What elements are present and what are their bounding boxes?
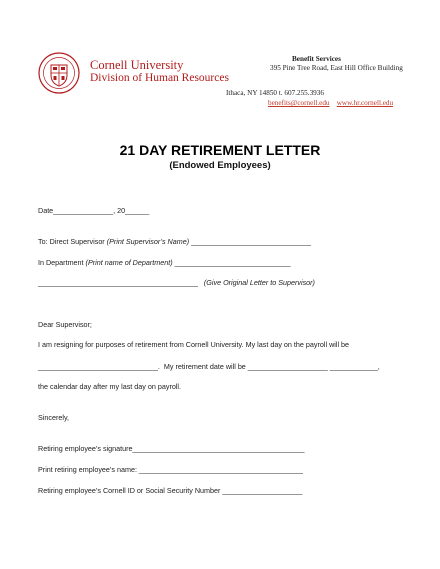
supervisor-blank: ______________________________ <box>189 237 312 246</box>
cornell-seal-icon <box>38 52 80 94</box>
office-address: 395 Pine Tree Road, East Hill Office Building <box>270 64 403 72</box>
website-link[interactable]: www.hr.cornell.edu <box>336 99 394 107</box>
supervisor-line <box>38 237 311 246</box>
original-hint: (Give Original Letter to Supervisor) <box>203 278 315 287</box>
retirement-date-text: My retirement date will be ____________________ ____________, <box>163 362 380 371</box>
contact-links <box>268 99 393 108</box>
org-subtitle: Division of Human Resources <box>90 72 229 84</box>
letter-title: 21 DAY RETIREMENT LETTER <box>119 142 321 158</box>
print-name-line: Print retiring employee’s name: _________________________________________ <box>38 465 303 474</box>
department-blank: _____________________________ <box>172 258 291 267</box>
closing: Sincerely, <box>38 413 70 422</box>
body-line-1: I am resigning for purposes of retirement from Cornell University. My last day on the payroll will be <box>38 340 350 349</box>
last-day-blank: ______________________________. <box>38 362 160 371</box>
letter-subtitle: (Endowed Employees) <box>169 160 271 171</box>
department-hint: (Print name of Department) <box>85 258 173 267</box>
office-name: Benefit Services <box>292 55 341 63</box>
email-link[interactable]: benefits@cornell.edu <box>268 99 330 107</box>
body-line-3: the calendar day after my last day on payroll. <box>38 382 182 391</box>
city-phone: Ithaca, NY 14850 t. 607.255.3936 <box>226 89 324 97</box>
date-line: Date_______________, 20______ <box>38 206 150 215</box>
original-blank: ________________________________________ <box>38 278 198 287</box>
original-letter-line <box>38 278 315 287</box>
body-line-2 <box>38 362 380 371</box>
supervisor-hint: (Print Supervisor’s Name) <box>106 237 190 246</box>
org-name: Cornell University <box>90 58 184 72</box>
department-line <box>38 258 291 267</box>
signature-line: Retiring employee’s signature___________________________________________ <box>38 444 305 453</box>
department-prefix: In Department <box>38 258 86 267</box>
id-line: Retiring employee’s Cornell ID or Social Security Number ____________________ <box>38 486 303 495</box>
supervisor-prefix: To: Direct Supervisor <box>38 237 107 246</box>
salutation: Dear Supervisor; <box>38 320 92 329</box>
